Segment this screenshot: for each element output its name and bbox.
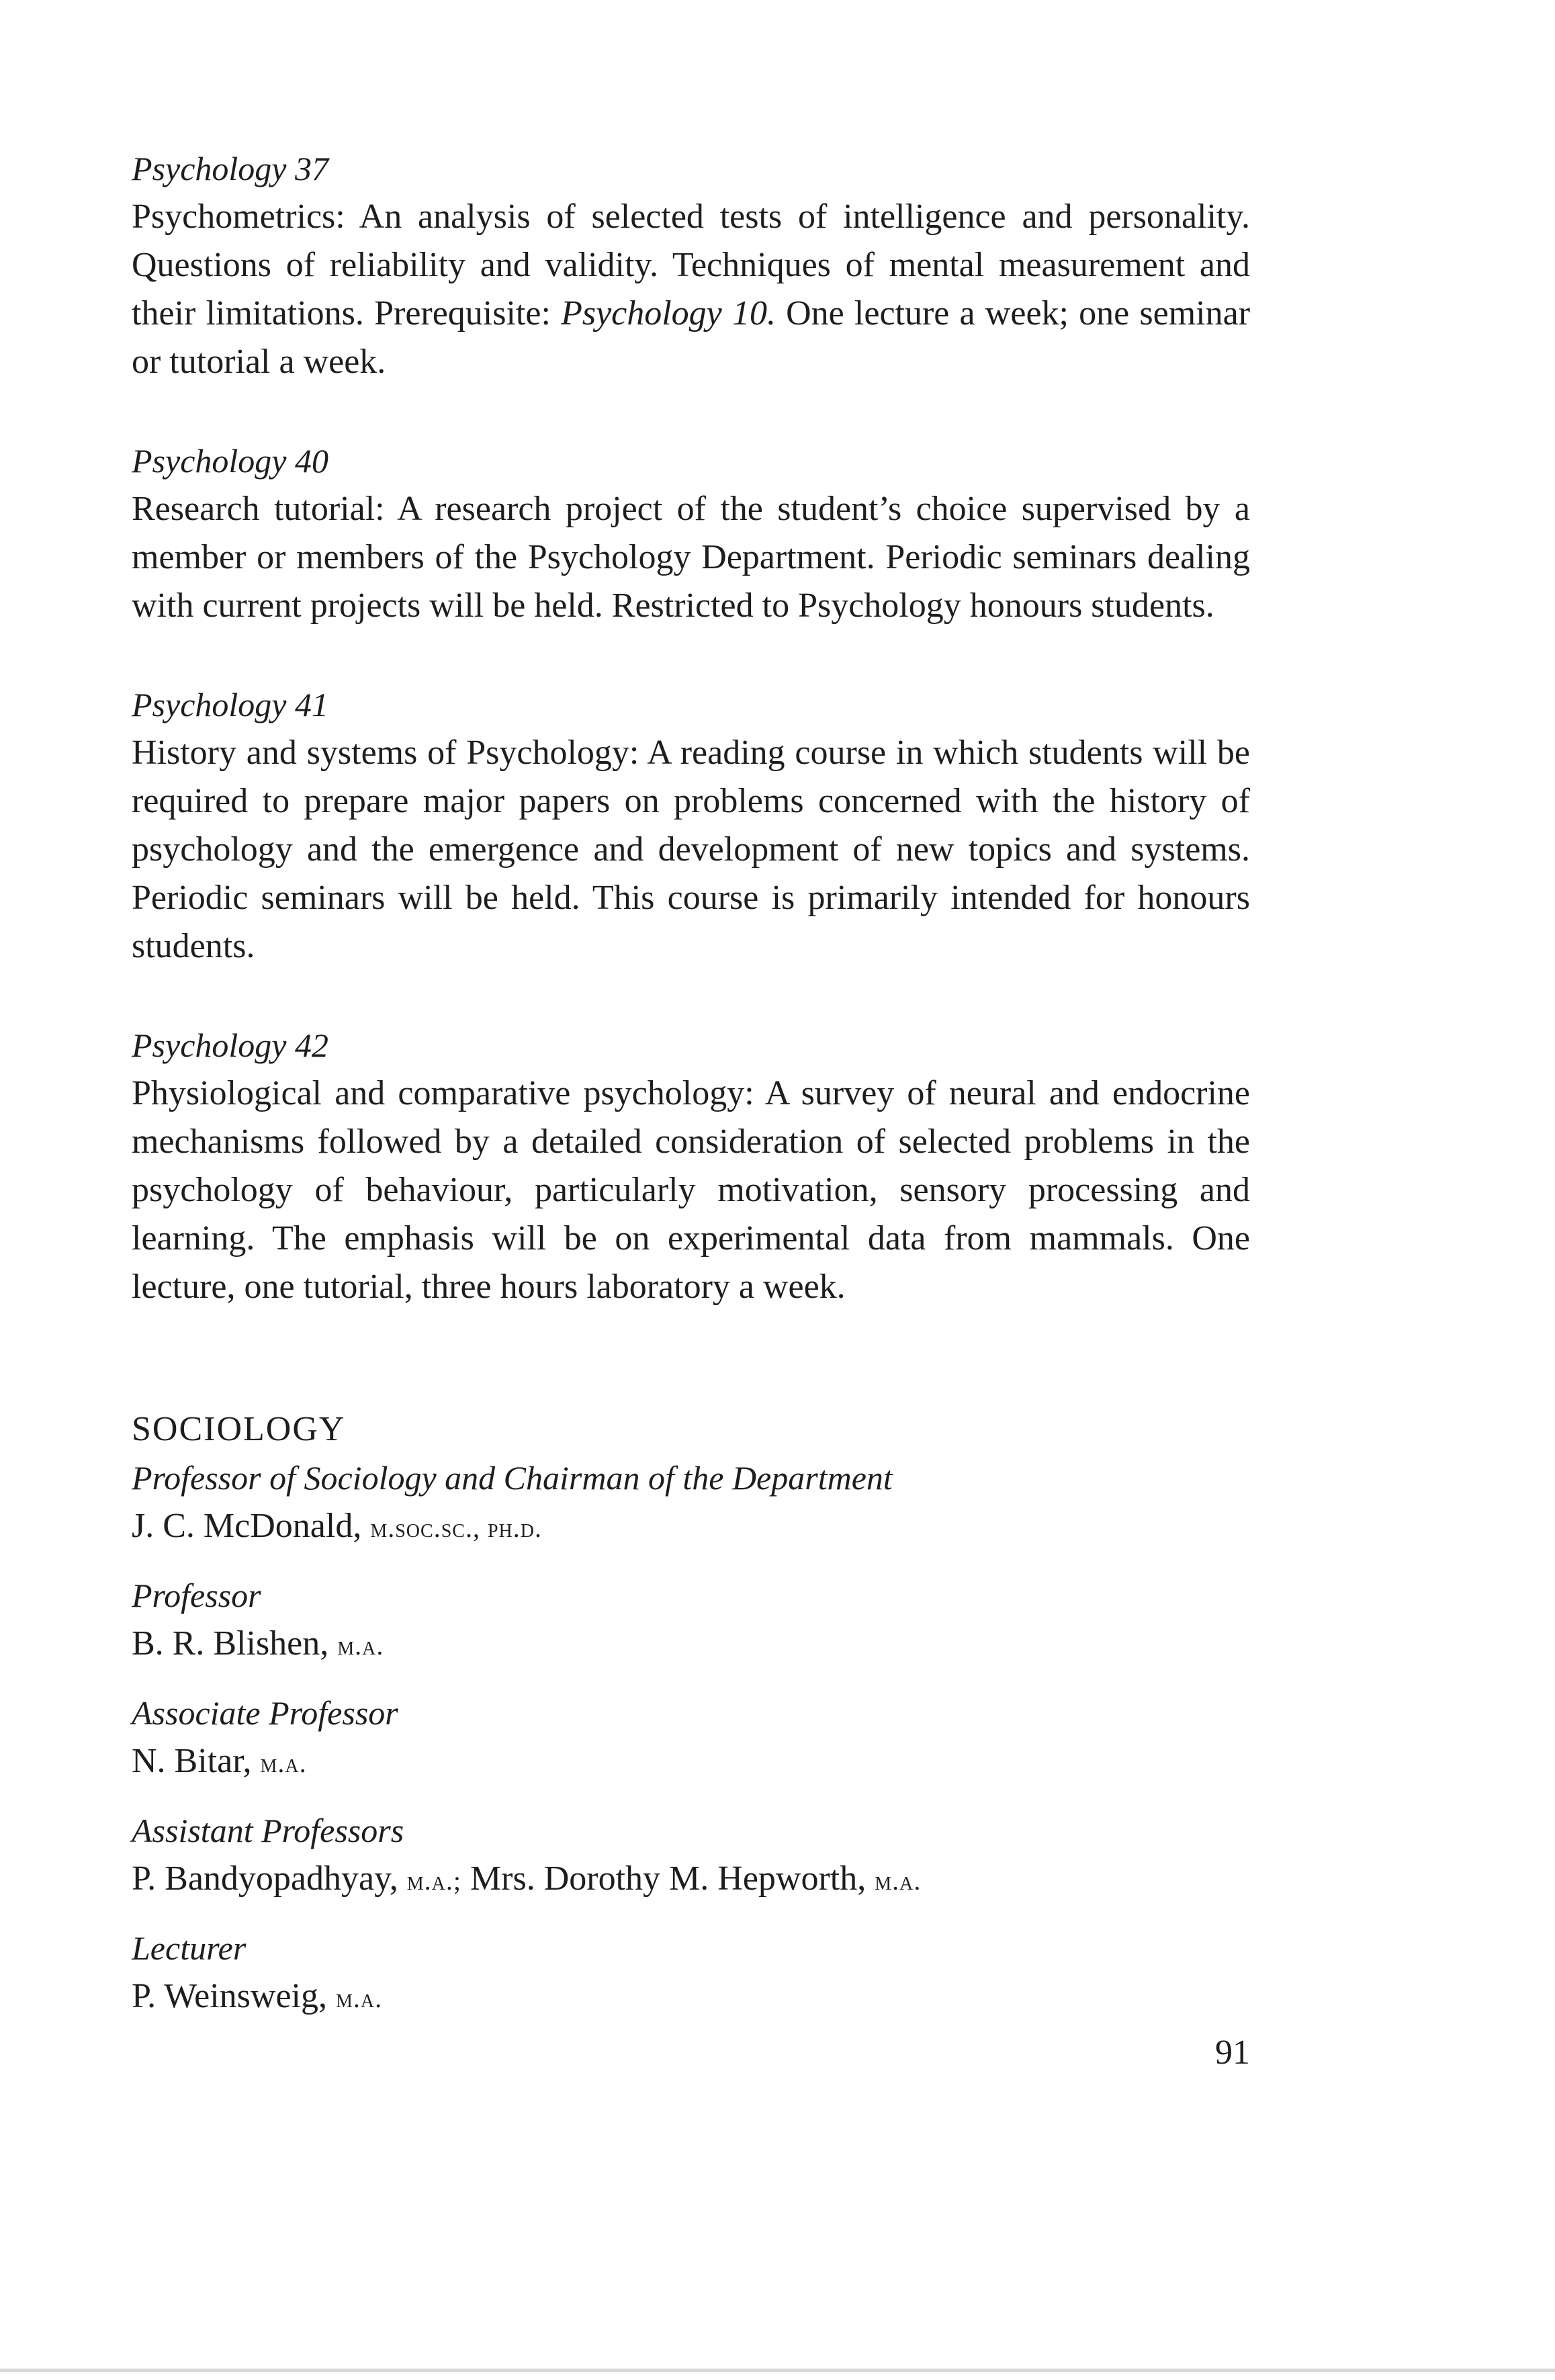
staff-degrees: m.soc.sc., ph.d. — [370, 1513, 542, 1543]
staff-entry — [132, 1924, 1250, 2023]
course-title: Psychology 37 — [132, 150, 328, 187]
staff-name: J. C. McDonald, — [132, 1507, 362, 1545]
text-column — [132, 144, 1250, 2041]
course-description-text: Psychometrics: An analysis of selected tests of intelligence and personality. Questions of reliability and validity. Techniques of mental measurement and their limitations. Prerequisite: — [132, 197, 1250, 333]
staff-role: Lecturer — [132, 1929, 247, 1967]
staff-degrees: m.a. — [335, 1983, 383, 2013]
page-number: 91 — [1215, 2033, 1250, 2072]
course-prerequisite: Psychology 10. — [561, 294, 776, 333]
staff-degrees: m.a.; — [406, 1865, 461, 1896]
staff-role: Associate Professor — [132, 1694, 398, 1732]
course-description: Research tutorial: A research project of the student’s choice supervised by a member or members of the Psychology Department. Periodic seminars dealing with current projects will be held. Restricted to Psychology honours students. — [132, 490, 1250, 625]
course-title: Psychology 40 — [132, 442, 328, 480]
staff-name: B. R. Blishen, — [132, 1624, 329, 1663]
staff-person — [132, 1620, 1250, 1670]
staff-role: Professor — [132, 1577, 261, 1614]
staff-degrees: m.a. — [337, 1630, 384, 1661]
course-description: History and systems of Psychology: A reading course in which students will be required to prepare major papers on problems concerned with the history of psychology and the emergence and development of new topics and systems. Periodic seminars will be held. This course is primarily intended for honours students. — [132, 734, 1250, 965]
department-section — [132, 1405, 1250, 2023]
course-entry-psychology-42 — [132, 1021, 1250, 1311]
staff-person — [132, 1737, 1250, 1788]
department-heading: SOCIOLOGY — [132, 1410, 346, 1448]
course-description — [132, 193, 1250, 386]
staff-name-second: Mrs. Dorothy M. Hepworth, — [470, 1859, 867, 1898]
course-description-text-end: One lecture a week; one seminar or tutorial a week. — [132, 294, 1251, 381]
staff-name: N. Bitar, — [132, 1742, 252, 1780]
staff-role: Assistant Professors — [132, 1812, 404, 1849]
staff-role: Professor of Sociology and Chairman of the Department — [132, 1459, 893, 1497]
staff-entry — [132, 1571, 1250, 1670]
course-entry-psychology-41 — [132, 680, 1250, 971]
staff-person — [132, 1972, 1250, 2023]
staff-person — [132, 1502, 1250, 1552]
staff-person — [132, 1855, 1250, 1905]
course-title: Psychology 41 — [132, 686, 328, 723]
staff-entry — [132, 1806, 1250, 1905]
staff-degrees-second: m.a. — [875, 1865, 922, 1896]
staff-name: P. Bandyopadhyay, — [132, 1859, 398, 1898]
course-entry-psychology-40 — [132, 437, 1250, 630]
scan-edge-divider — [0, 2369, 1555, 2372]
staff-degrees: m.a. — [260, 1748, 307, 1778]
course-title: Psychology 42 — [132, 1026, 328, 1064]
staff-entry — [132, 1689, 1250, 1788]
staff-entry — [132, 1454, 1250, 1552]
course-entry-psychology-37 — [132, 144, 1250, 386]
course-description: Physiological and comparative psychology: A survey of neural and endocrine mechanisms followed by a detailed consideration of selected problems in the psychology of behaviour, particularly motivation, sensory processing and learning. The emphasis will be on experimental data from mammals. One lecture, one tutorial, three hours laboratory a week. — [132, 1074, 1250, 1306]
staff-name: P. Weinsweig, — [132, 1977, 327, 2015]
